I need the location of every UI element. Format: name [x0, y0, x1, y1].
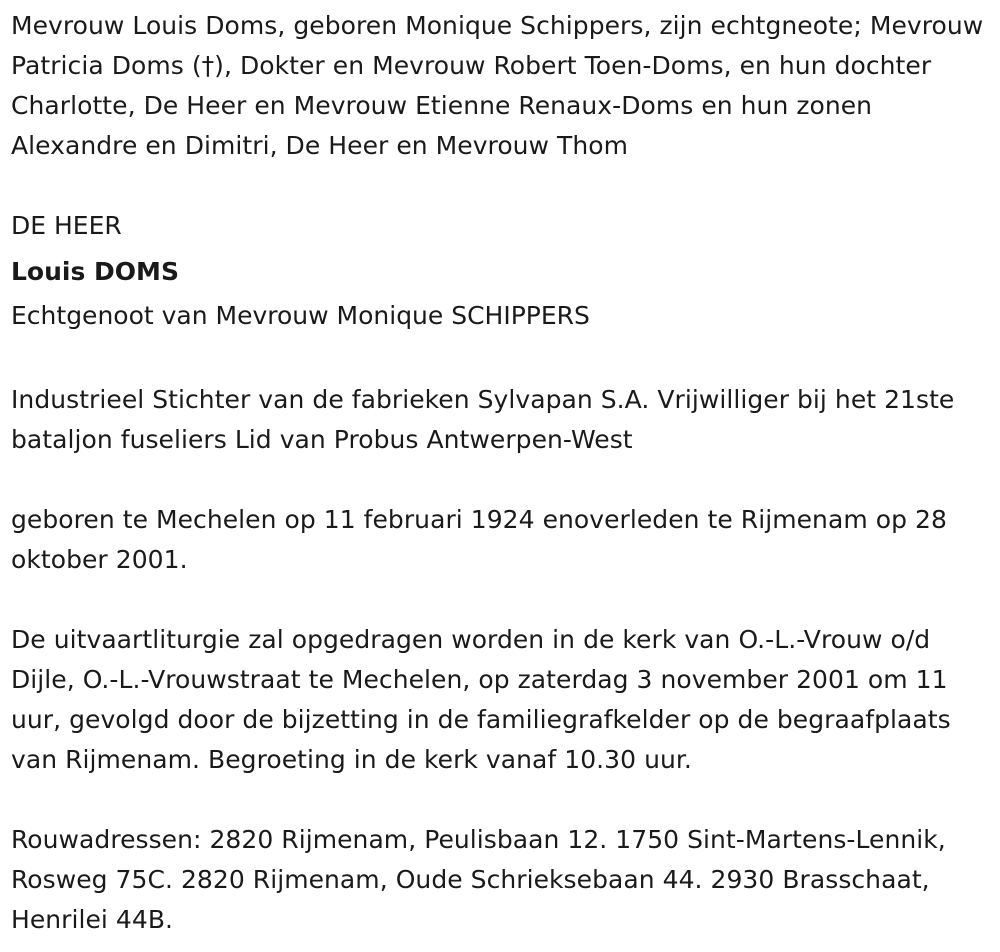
- spacer: [11, 340, 991, 380]
- family-paragraph: Mevrouw Louis Doms, geboren Monique Schippers, zijn echtgneote; Mevrouw Patricia Doms (†), Dokter en Mevrouw Robert Toen-Doms, en hun dochter Charlotte, De Heer en Mevrouw Etienne Renaux-Doms en hun zonen Alexandre en Dimitri, De Heer en Mevrouw Thom: [11, 11, 984, 160]
- spouse-line: Echtgenoot van Mevrouw Monique SCHIPPERS: [11, 301, 590, 330]
- birth-death-paragraph: geboren te Mechelen op 11 februari 1924 enoverleden te Rijmenam op 28 oktober 2001.: [11, 505, 947, 574]
- deceased-name: Louis DOMS: [11, 257, 179, 286]
- spacer: [11, 580, 991, 620]
- career-paragraph: Industrieel Stichter van de fabrieken Sylvapan S.A. Vrijwilliger bij het 21ste bataljon fuseliers Lid van Probus Antwerpen-West: [11, 385, 955, 454]
- honorific: DE HEER: [11, 211, 122, 240]
- spacer: [11, 460, 991, 500]
- spacer: [11, 780, 991, 820]
- obituary-notice: [11, 6, 991, 940]
- addresses-paragraph: Rouwadressen: 2820 Rijmenam, Peulisbaan 12. 1750 Sint-Martens-Lennik, Rosweg 75C. 2820 Rijmenam, Oude Schrieksebaan 44. 2930 Brasschaat, Henrilei 44B.: [11, 825, 946, 934]
- funeral-paragraph: De uitvaartliturgie zal opgedragen worden in de kerk van O.-L.-Vrouw o/d Dijle, O.-L.-Vrouwstraat te Mechelen, op zaterdag 3 november 2001 om 11 uur, gevolgd door de bijzetting in de familiegrafkelder op de begraafplaats van Rijmenam. Begroeting in de kerk vanaf 10.30 uur.: [11, 625, 951, 774]
- spacer: [11, 166, 991, 206]
